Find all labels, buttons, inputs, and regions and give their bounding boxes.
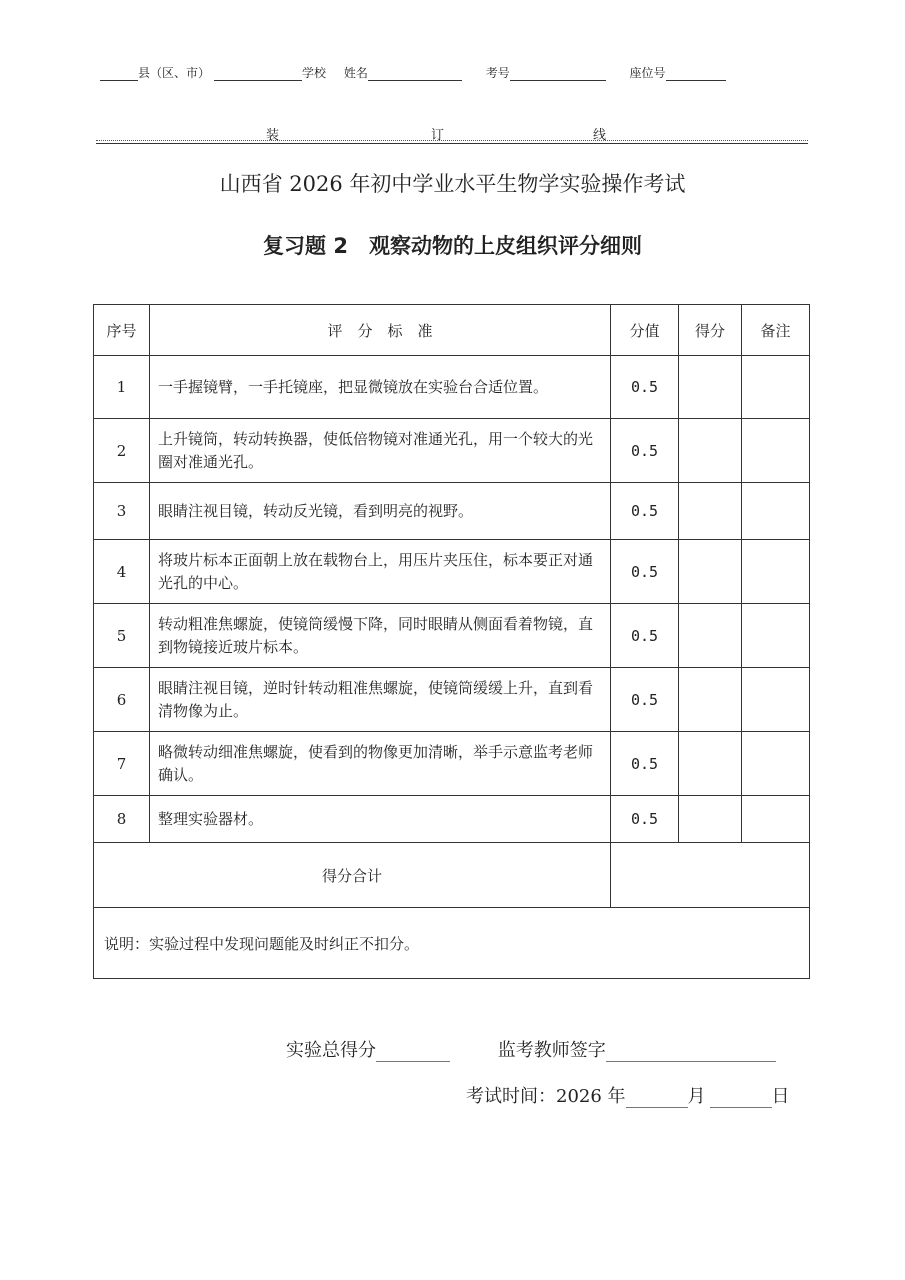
binding-solid-line — [96, 143, 808, 144]
row-criteria: 将玻片标本正面朝上放在载物台上，用压片夹压住，标本要正对通光孔的中心。 — [150, 540, 611, 604]
row-no: 8 — [94, 796, 150, 843]
exam-no-blank[interactable] — [510, 68, 606, 81]
row-remark-cell[interactable] — [742, 796, 810, 843]
table-row — [94, 483, 810, 540]
row-points: 0.5 — [611, 732, 679, 796]
day-label: 日 — [771, 1086, 790, 1107]
total-score-label: 实验总得分 — [286, 1040, 376, 1061]
page-title: 山西省 2026 年初中学业水平生物学实验操作考试 — [219, 172, 686, 196]
row-no: 7 — [94, 732, 150, 796]
row-points: 0.5 — [611, 540, 679, 604]
name-blank[interactable] — [368, 68, 462, 81]
binding-char-3: 线 — [593, 128, 607, 143]
row-score-cell[interactable] — [679, 483, 742, 540]
row-score-cell[interactable] — [679, 356, 742, 419]
row-no: 5 — [94, 604, 150, 668]
table-row — [94, 732, 810, 796]
header-points: 分值 — [611, 305, 679, 356]
row-points: 0.5 — [611, 419, 679, 483]
footer-signature-row — [286, 1036, 776, 1062]
row-score-cell[interactable] — [679, 732, 742, 796]
row-criteria: 上升镜筒，转动转换器，使低倍物镜对准通光孔，用一个较大的光圈对准通光孔。 — [150, 419, 611, 483]
row-points: 0.5 — [611, 483, 679, 540]
day-blank[interactable] — [710, 1089, 772, 1108]
row-no: 2 — [94, 419, 150, 483]
row-no: 3 — [94, 483, 150, 540]
row-points: 0.5 — [611, 668, 679, 732]
table-header-row — [94, 305, 810, 356]
total-label: 得分合计 — [94, 843, 611, 908]
table-row — [94, 796, 810, 843]
county-label: 县（区、市） — [138, 66, 211, 80]
row-remark-cell[interactable] — [742, 732, 810, 796]
exam-no-label: 考号 — [485, 66, 510, 80]
month-blank[interactable] — [626, 1089, 688, 1108]
page-subtitle: 复习题 2 观察动物的上皮组织评分细则 — [263, 234, 642, 258]
row-remark-cell[interactable] — [742, 356, 810, 419]
row-criteria: 整理实验器材。 — [150, 796, 611, 843]
note-row — [94, 908, 810, 979]
row-no: 6 — [94, 668, 150, 732]
row-criteria: 眼睛注视目镜，逆时针转动粗准焦螺旋，使镜筒缓缓上升，直到看清物像为止。 — [150, 668, 611, 732]
row-criteria: 眼睛注视目镜，转动反光镜，看到明亮的视野。 — [150, 483, 611, 540]
row-criteria: 转动粗准焦螺旋，使镜筒缓慢下降，同时眼睛从侧面看着物镜，直到物镜接近玻片标本。 — [150, 604, 611, 668]
row-no: 4 — [94, 540, 150, 604]
binding-char-1: 装 — [266, 128, 280, 143]
row-score-cell[interactable] — [679, 796, 742, 843]
table-row — [94, 604, 810, 668]
table-row — [94, 356, 810, 419]
row-no: 1 — [94, 356, 150, 419]
row-points: 0.5 — [611, 796, 679, 843]
header-remark: 备注 — [742, 305, 810, 356]
table-row — [94, 668, 810, 732]
binding-char-2: 订 — [431, 128, 445, 143]
row-remark-cell[interactable] — [742, 604, 810, 668]
school-label: 学校 — [302, 66, 327, 80]
row-remark-cell[interactable] — [742, 540, 810, 604]
county-blank[interactable] — [100, 68, 138, 81]
name-label: 姓名 — [343, 66, 368, 80]
header-score: 得分 — [679, 305, 742, 356]
row-criteria: 略微转动细准焦螺旋，使看到的物像更加清晰，举手示意监考老师确认。 — [150, 732, 611, 796]
row-criteria: 一手握镜臂，一手托镜座，把显微镜放在实验台合适位置。 — [150, 356, 611, 419]
header-criteria: 评 分 标 准 — [150, 305, 611, 356]
candidate-info-row — [100, 64, 726, 81]
teacher-sign-label: 监考教师签字 — [497, 1040, 606, 1061]
row-points: 0.5 — [611, 604, 679, 668]
row-remark-cell[interactable] — [742, 668, 810, 732]
binding-dotted-line — [96, 124, 808, 141]
scoring-table — [93, 304, 810, 979]
header-no: 序号 — [94, 305, 150, 356]
row-remark-cell[interactable] — [742, 483, 810, 540]
row-remark-cell[interactable] — [742, 419, 810, 483]
total-score-cell[interactable] — [611, 843, 810, 908]
note-text: 说明：实验过程中发现问题能及时纠正不扣分。 — [94, 908, 810, 979]
row-score-cell[interactable] — [679, 540, 742, 604]
footer-date-row — [466, 1082, 790, 1108]
month-label: 月 — [687, 1086, 706, 1107]
total-score-blank[interactable] — [376, 1043, 450, 1062]
row-score-cell[interactable] — [679, 668, 742, 732]
total-row — [94, 843, 810, 908]
teacher-sign-blank[interactable] — [606, 1043, 776, 1062]
row-points: 0.5 — [611, 356, 679, 419]
seat-label: 座位号 — [629, 66, 666, 80]
row-score-cell[interactable] — [679, 419, 742, 483]
table-row — [94, 419, 810, 483]
row-score-cell[interactable] — [679, 604, 742, 668]
table-row — [94, 540, 810, 604]
seat-blank[interactable] — [666, 68, 726, 81]
exam-time-label: 考试时间：2026 年 — [466, 1086, 626, 1107]
school-blank[interactable] — [214, 68, 302, 81]
